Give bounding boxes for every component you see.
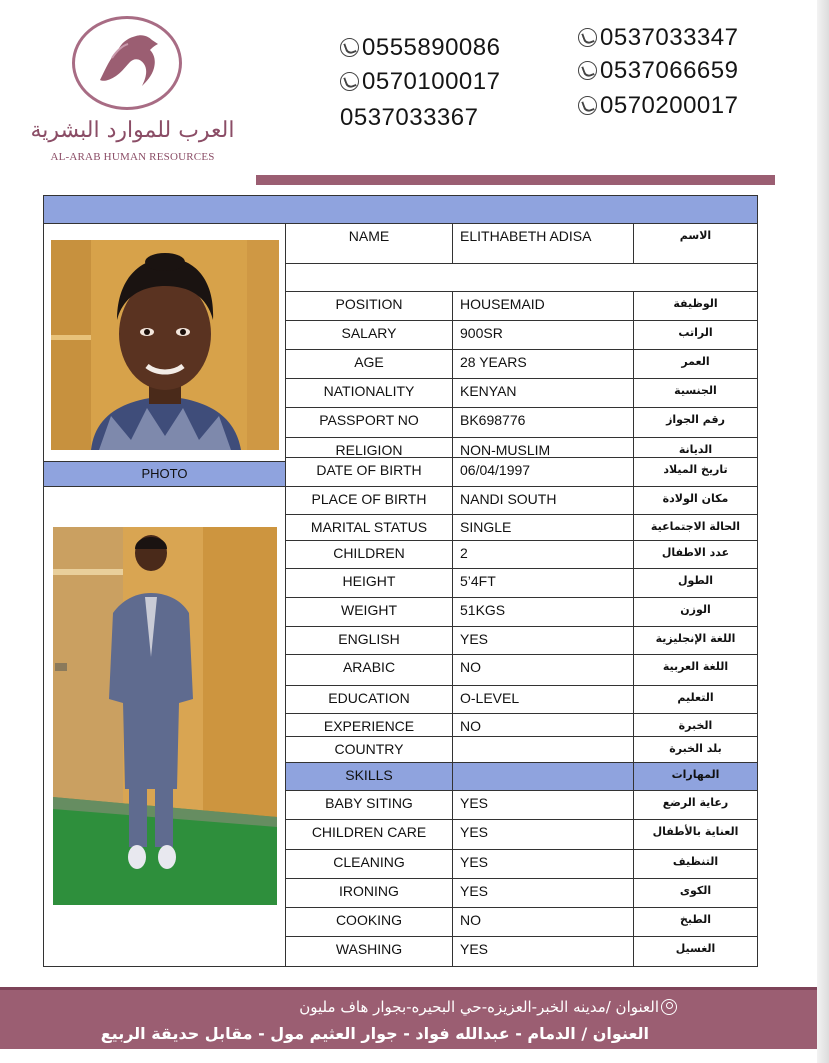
photo-column xyxy=(44,224,286,966)
field-row xyxy=(286,458,757,487)
field-value: 28 YEARS xyxy=(453,350,634,378)
field-value: 5’4FT xyxy=(453,569,634,597)
phone-number: 0570100017 xyxy=(340,68,500,96)
field-label-english: SKILLS xyxy=(286,763,453,790)
full-body-photo xyxy=(53,527,277,905)
field-label-english: CLEANING xyxy=(286,850,453,878)
field-value xyxy=(453,763,634,790)
field-row xyxy=(286,438,757,458)
table-header-band xyxy=(44,196,757,224)
field-value: YES xyxy=(453,879,634,907)
company-logo xyxy=(10,12,255,172)
field-label-arabic: العناية بالأطفال xyxy=(652,825,739,838)
phone-icon xyxy=(340,72,359,91)
field-row xyxy=(286,686,757,714)
field-label-arabic: رعاية الرضع xyxy=(662,796,729,809)
field-row xyxy=(286,264,757,292)
field-value: YES xyxy=(453,820,634,849)
field-row xyxy=(286,321,757,350)
location-pin-icon xyxy=(661,999,677,1015)
field-value: YES xyxy=(453,850,634,878)
field-label-english: COOKING xyxy=(286,908,453,936)
field-label-arabic: الغسيل xyxy=(675,942,716,955)
field-value: ELITHABETH ADISA xyxy=(453,224,634,263)
field-label-english: NATIONALITY xyxy=(286,379,453,407)
field-label-english: BABY SITING xyxy=(286,791,453,819)
phone-icon xyxy=(340,38,359,57)
portrait-photo xyxy=(51,240,279,450)
field-label-arabic: الحالة الاجتماعية xyxy=(650,520,741,533)
field-label-english: HEIGHT xyxy=(286,569,453,597)
field-label-arabic: الوزن xyxy=(680,603,711,616)
field-row xyxy=(286,820,757,850)
field-value: NO xyxy=(453,714,634,736)
field-row xyxy=(286,908,757,937)
field-value: O-LEVEL xyxy=(453,686,634,713)
field-label-english: ENGLISH xyxy=(286,627,453,654)
field-value: 51KGS xyxy=(453,598,634,626)
field-row xyxy=(286,292,757,321)
field-row xyxy=(286,714,757,737)
field-value: 06/04/1997 xyxy=(453,458,634,486)
field-label-english: SALARY xyxy=(286,321,453,349)
field-label-arabic: الطبخ xyxy=(679,913,712,926)
field-row xyxy=(286,627,757,655)
field-row xyxy=(286,350,757,379)
field-label-arabic: اللغة الإنجليزية xyxy=(655,632,736,645)
field-value xyxy=(453,737,634,762)
phone-number: 0537033367 xyxy=(340,104,479,131)
field-label-arabic: الراتب xyxy=(678,326,713,339)
field-label-arabic: الوظيفة xyxy=(673,297,718,310)
photo-label: PHOTO xyxy=(44,461,285,487)
field-label-english: POSITION xyxy=(286,292,453,320)
field-value: 2 xyxy=(453,541,634,568)
field-label-english: CHILDREN CARE xyxy=(286,820,453,849)
field-label-arabic: اللغة العربية xyxy=(662,660,729,673)
field-label-arabic: رقم الجواز xyxy=(666,413,725,426)
field-label-arabic: الكوى xyxy=(679,884,712,897)
field-label-english: WASHING xyxy=(286,937,453,966)
company-name-english: AL-ARAB HUMAN RESOURCES xyxy=(50,151,215,163)
field-value xyxy=(453,264,634,291)
field-label-english: IRONING xyxy=(286,879,453,907)
field-label-arabic: بلد الخبرة xyxy=(669,742,722,755)
field-row xyxy=(286,408,757,438)
field-label-english: DATE OF BIRTH xyxy=(286,458,453,486)
field-label-english: RELIGION xyxy=(286,438,453,457)
address-line-khobar: العنوان /مدينه الخبر-العزيزه-حي البحيره-بجوار هاف مليون xyxy=(0,996,817,1016)
field-row xyxy=(286,879,757,908)
field-value: SINGLE xyxy=(453,515,634,540)
field-value: BK698776 xyxy=(453,408,634,437)
page-edge xyxy=(817,0,829,1063)
field-label-arabic: التنظيف xyxy=(672,855,719,868)
field-label-english: EDUCATION xyxy=(286,686,453,713)
field-label-arabic: الجنسية xyxy=(674,384,717,397)
field-label-english: COUNTRY xyxy=(286,737,453,762)
phone-icon xyxy=(578,28,597,47)
field-value: KENYAN xyxy=(453,379,634,407)
field-label-arabic: الديانة xyxy=(678,443,713,456)
field-value: NO xyxy=(453,908,634,936)
field-label-english: MARITAL STATUS xyxy=(286,515,453,540)
field-value: 900SR xyxy=(453,321,634,349)
field-label-english: NAME xyxy=(286,224,453,263)
field-row xyxy=(286,224,757,264)
field-label-english: PASSPORT NO xyxy=(286,408,453,437)
field-label-arabic: الطول xyxy=(677,574,714,587)
field-label-english: PLACE OF BIRTH xyxy=(286,487,453,514)
phone-number: 0570200017 xyxy=(578,92,738,120)
field-value: NO xyxy=(453,655,634,685)
field-row xyxy=(286,850,757,879)
field-row xyxy=(286,598,757,627)
field-row xyxy=(286,515,757,541)
field-row xyxy=(286,379,757,408)
phone-icon xyxy=(578,96,597,115)
field-row xyxy=(286,541,757,569)
phone-number: 0555890086 xyxy=(340,34,500,62)
field-label-arabic: المهارات xyxy=(671,768,720,781)
field-row xyxy=(286,791,757,820)
header-divider xyxy=(256,175,775,185)
address-line-dammam: العنوان / الدمام - عبدالله فواد - جوار العثيم مول - مقابل حديقة الربيع xyxy=(100,1024,649,1043)
field-label-arabic: تاريخ الميلاد xyxy=(663,463,728,476)
field-label-english: CHILDREN xyxy=(286,541,453,568)
field-value: YES xyxy=(453,937,634,966)
field-label-english: EXPERIENCE xyxy=(286,714,453,736)
field-label-english: ARABIC xyxy=(286,655,453,685)
field-label-arabic: مكان الولادة xyxy=(662,492,729,505)
company-name-arabic: العرب للموارد البشرية xyxy=(30,118,235,143)
phone-icon xyxy=(578,61,597,80)
phone-number: 0537033347 xyxy=(578,24,738,52)
field-value: YES xyxy=(453,791,634,819)
field-label-english: AGE xyxy=(286,350,453,378)
field-value: YES xyxy=(453,627,634,654)
field-label-arabic: الاسم xyxy=(679,229,712,242)
phone-number: 0537066659 xyxy=(578,57,738,85)
horse-head-icon xyxy=(92,28,164,98)
field-row xyxy=(286,763,757,791)
field-label-arabic: الخبرة xyxy=(678,719,713,732)
field-row xyxy=(286,569,757,598)
field-value: NANDI SOUTH xyxy=(453,487,634,514)
field-label-arabic xyxy=(634,264,757,291)
field-row xyxy=(286,937,757,966)
footer-address-bar xyxy=(0,987,817,1049)
field-label-arabic: عدد الاطفال xyxy=(661,546,730,559)
field-row xyxy=(286,655,757,686)
field-label-arabic: العمر xyxy=(681,355,710,368)
field-label-english: WEIGHT xyxy=(286,598,453,626)
field-label-arabic: التعليم xyxy=(677,691,714,704)
field-value: NON-MUSLIM xyxy=(453,438,634,457)
field-row xyxy=(286,737,757,763)
field-label-english xyxy=(286,264,453,291)
field-value: HOUSEMAID xyxy=(453,292,634,320)
field-row xyxy=(286,487,757,515)
